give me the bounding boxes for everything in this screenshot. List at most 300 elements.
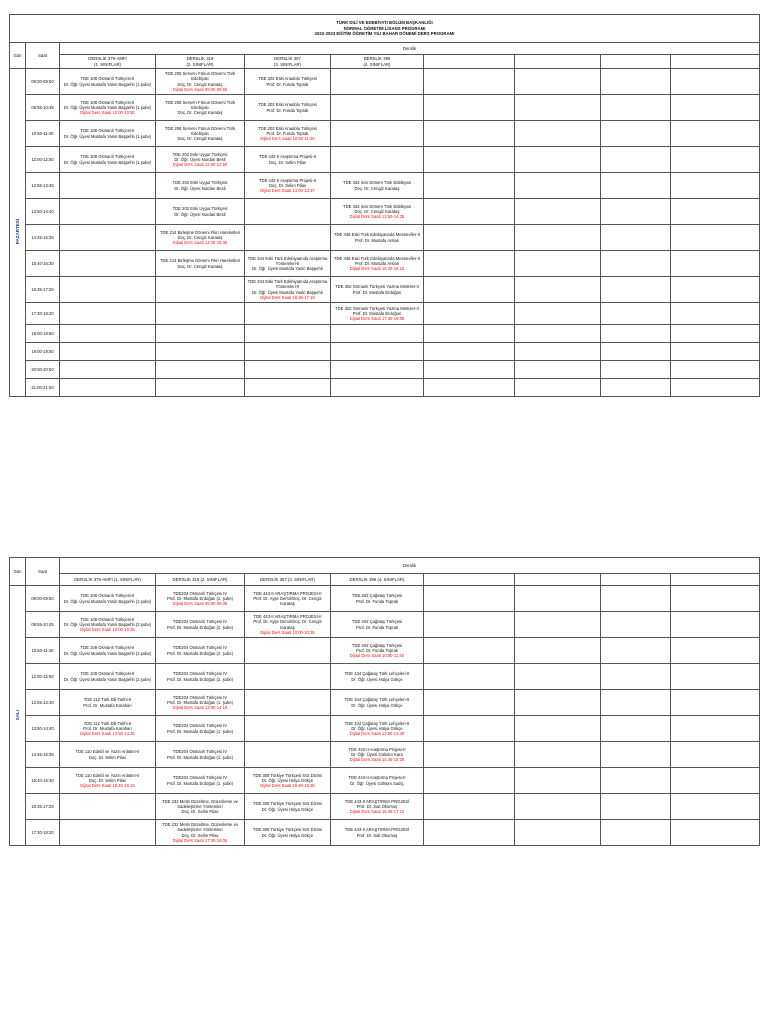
course-line: Dr. Öğr. Üyesi Mustafa Yasin Başpehlı <box>252 289 323 295</box>
course-line: TDE 202 Eski Uygur Türkçesi <box>172 206 228 212</box>
course-cell <box>60 379 156 397</box>
course-cell <box>156 820 245 846</box>
digital-hour-note: Dijital Ders Saati 10:50-11:40 <box>349 653 405 659</box>
course-cell <box>245 225 331 251</box>
course-cell <box>671 69 760 95</box>
course-line: TDE 112 Türk Dili Tarihi-II <box>83 720 132 726</box>
course-line: Doç. Dr. Selim Pilav <box>269 159 306 165</box>
course-cell <box>60 277 156 303</box>
course-line: Dr. Öğr. Üyesi Mustafa Yasin Başpehlı (1.şube) <box>63 133 152 139</box>
course-cell <box>245 277 331 303</box>
course-cell <box>156 716 245 742</box>
course-cell <box>331 361 424 379</box>
digital-hour-note: Dijital Ders Saati 16:35-17:10 <box>349 809 405 815</box>
time-slot: 09:00-09:50 <box>26 69 60 95</box>
time-slot: 19:00-19:50 <box>26 343 60 361</box>
course-line: Prof. Dr. Mustafa Karahan <box>83 702 132 708</box>
course-cell <box>60 638 156 664</box>
course-line: TDE204 Osmanlı Türkçesi IV <box>172 749 228 755</box>
room-header <box>156 574 245 586</box>
time-slot: 13:50-14:40 <box>26 716 60 742</box>
course-cell <box>245 121 331 147</box>
course-cell <box>245 664 331 690</box>
course-cell <box>424 147 515 173</box>
course-line: TDE204 Osmanlı Türkçesi IV <box>172 694 228 700</box>
time-slot: 18:00-18:50 <box>26 325 60 343</box>
course-line: TDE204 Osmanlı Türkçesi IV <box>172 590 228 596</box>
course-cell <box>601 343 671 361</box>
course-line: Dr. Öğr. Üyesi Mustafa Yasin Başpehlı (2.şube) <box>63 621 152 627</box>
digital-hour-note: Dijital Ders Saati 13:50-14:40 <box>349 731 405 737</box>
course-cell <box>601 768 671 794</box>
gun-header: Gün <box>10 43 26 69</box>
course-cell <box>601 716 671 742</box>
course-line: TDE 344 Eski Türk Edebiyatında Araştırma <box>247 255 328 261</box>
saat-header: Saat <box>26 43 60 69</box>
course-line: TDE 402 Osmanlı Türkçesi Yazma Metinler-II <box>335 305 419 311</box>
course-cell <box>515 716 601 742</box>
course-cell <box>515 173 601 199</box>
digital-hour-note: Dijital Ders Saati 10:00-10:35 <box>80 627 135 633</box>
course-cell <box>601 664 671 690</box>
course-cell <box>245 716 331 742</box>
course-cell <box>671 768 760 794</box>
course-cell <box>245 69 331 95</box>
course-cell <box>601 147 671 173</box>
course-line: Doç. Dr. Selim Pilav <box>181 809 219 815</box>
course-line: TDE 446 Eski Türk Edebiyatında Mesnevîler-II <box>333 232 421 238</box>
course-cell <box>671 361 760 379</box>
course-line: Dr. Öğr. Üyesi Mustafa Yasin Başpehlı (2.şube) <box>63 650 152 656</box>
course-cell <box>515 586 601 612</box>
course-line: TDE 108 Osmanlı Türkçesi-II <box>80 593 135 599</box>
course-cell <box>424 69 515 95</box>
course-line: Dr. Öğr. Üyesi Mustafa Yasin Başpehlı <box>252 266 323 272</box>
table-row <box>10 303 760 325</box>
title-line: TÜRK DİLİ VE EDEBİYATI BÖLÜM BAŞKANLIĞI <box>336 20 433 26</box>
digital-hour-note: Dijital Ders Saati 14:45-15:20 <box>349 757 405 763</box>
table-row <box>10 361 760 379</box>
course-cell <box>671 664 760 690</box>
course-cell <box>245 638 331 664</box>
course-line: Doç. Dr. Cengiz Karataş <box>177 136 223 142</box>
course-line: Doç. Dr. Cengiz Karataş <box>177 81 223 87</box>
course-cell <box>60 690 156 716</box>
room-header-line: DERSLİK 367 <box>274 56 301 62</box>
course-cell <box>424 95 515 121</box>
room-header-line: DERSLİK 379-AMFİ (1. SINIFLAR) <box>74 576 141 582</box>
course-cell <box>671 199 760 225</box>
course-cell <box>424 199 515 225</box>
course-line: Dr. Öğr. Üyesi Nurdan Besli <box>174 156 226 162</box>
course-cell <box>424 121 515 147</box>
course-cell <box>424 742 515 768</box>
course-cell <box>515 95 601 121</box>
course-line: TDE 308 Türkiye Türkçesi Söz Dizimi <box>252 827 323 833</box>
course-cell <box>331 147 424 173</box>
course-cell <box>515 664 601 690</box>
course-cell <box>156 325 245 343</box>
course-cell <box>671 742 760 768</box>
course-cell <box>156 251 245 277</box>
course-cell <box>671 716 760 742</box>
course-line: TDE 110 Edebî ve Yazılı Anlatım-II <box>75 749 140 755</box>
course-cell <box>60 716 156 742</box>
course-line: TDE 110 Edebî ve Yazılı Anlatım-II <box>75 772 140 778</box>
course-cell <box>601 69 671 95</box>
course-line: Dr. Öğr. Üyesi Hülya Gökçe <box>261 806 314 812</box>
course-cell <box>331 251 424 277</box>
course-cell <box>245 147 331 173</box>
course-line: TDE 202 Eski Anadolu Türkçesi <box>258 102 317 108</box>
course-cell <box>156 768 245 794</box>
course-line: TDE 434 Çağatay Türk Lehçeleri-II <box>344 697 410 703</box>
course-cell <box>60 69 156 95</box>
table-row <box>10 199 760 225</box>
room-header <box>245 574 331 586</box>
course-cell <box>60 251 156 277</box>
room-header <box>424 55 515 69</box>
course-cell <box>245 586 331 612</box>
derslik-header: Derslik <box>60 558 760 574</box>
table-row <box>10 343 760 361</box>
course-cell <box>424 225 515 251</box>
time-slot: 17:30-18:20 <box>26 303 60 325</box>
course-cell <box>671 586 760 612</box>
time-slot: 12:55-13:45 <box>26 173 60 199</box>
course-cell <box>601 638 671 664</box>
digital-hour-note: Dijital Ders Saati 13:00-13:37 <box>260 188 315 194</box>
time-slot: 16:35-17:25 <box>26 277 60 303</box>
course-line: Prof. Dr. Mustafa Erdoğan (1. şube) <box>166 780 234 786</box>
course-cell <box>331 199 424 225</box>
table-row <box>10 716 760 742</box>
course-cell <box>245 343 331 361</box>
digital-hour-note: Dijital Ders Saati 09:00-09:35 <box>172 601 228 607</box>
time-slot: 10:50-11:40 <box>26 638 60 664</box>
course-line: Edebiyatı <box>191 76 209 82</box>
course-cell <box>156 361 245 379</box>
course-line: TDE 202 Eski Anadolu Türkçesi <box>258 125 317 131</box>
course-cell <box>156 794 245 820</box>
course-line: TDE 344 Eski Türk Edebiyatında Araştırma <box>247 279 328 285</box>
time-slot: 15:40-16:30 <box>26 768 60 794</box>
course-cell <box>156 586 245 612</box>
day-label <box>10 586 26 846</box>
course-line: Yöntemleri-II <box>275 260 300 266</box>
course-cell <box>245 361 331 379</box>
course-cell <box>515 379 601 397</box>
course-cell <box>60 225 156 251</box>
course-line: Dr. Öğr. Üyesi Hülya Gökçe <box>261 777 314 783</box>
time-slot: 16:35-17:25 <box>26 794 60 820</box>
course-cell <box>515 69 601 95</box>
course-cell <box>245 251 331 277</box>
course-cell <box>671 325 760 343</box>
course-cell <box>331 225 424 251</box>
course-line: TDE 108 Osmanlı Türkçesi-II <box>80 128 135 134</box>
course-cell <box>156 173 245 199</box>
course-cell <box>671 794 760 820</box>
course-line: TDE 443-II ARAŞTIRMA PROJESİ-II <box>253 614 322 620</box>
saat-header: Saat <box>26 558 60 586</box>
room-header-line: DERSLİK 367 (3. SINIFLAR) <box>260 576 315 582</box>
course-cell <box>601 361 671 379</box>
derslik-header-row <box>10 43 760 55</box>
course-line: TDE 214 Birleşme Dönemi Fikri Hareketleri <box>159 258 241 264</box>
course-line: TDE 108 Osmanlı Türkçesi-II <box>80 616 135 622</box>
time-slot: 14:45-15:35 <box>26 742 60 768</box>
time-slot: 10:50-11:40 <box>26 121 60 147</box>
course-cell <box>515 820 601 846</box>
course-line: Dr. Öğr. Üyesi Hülya Gökçe <box>351 702 403 708</box>
course-line: TDE 402 Çağatay Türkçesi <box>351 642 403 648</box>
course-cell <box>601 277 671 303</box>
digital-hour-note: Dijital Ders Saati 15:40-16:15 <box>349 266 405 272</box>
course-cell <box>331 768 424 794</box>
course-cell <box>331 586 424 612</box>
room-header <box>601 574 671 586</box>
title-line: NORMAL ÖĞRETİM LİSANS PROGRAMI <box>343 25 426 31</box>
course-line: TDE 206 Servet-i Fünun Dönemi Türk <box>164 71 236 77</box>
course-cell <box>671 251 760 277</box>
course-line: TDE 434 Son Dönem Türk Edebiyatı <box>343 203 411 209</box>
room-header <box>331 55 424 69</box>
table-row <box>10 121 760 147</box>
course-cell <box>331 121 424 147</box>
room-header-line: (2. SINIFLAR) <box>186 61 214 67</box>
course-cell <box>331 95 424 121</box>
course-line: TDE 434 Çağatay Türk Lehçeleri-II <box>344 720 410 726</box>
table-row <box>10 95 760 121</box>
room-header <box>671 55 760 69</box>
course-cell <box>515 742 601 768</box>
course-line: TDE 202 Eski Uygur Türkçesi <box>172 180 228 186</box>
table-row <box>10 586 760 612</box>
course-cell <box>156 69 245 95</box>
course-cell <box>60 173 156 199</box>
course-cell <box>424 277 515 303</box>
course-cell <box>671 95 760 121</box>
course-line: TDE 446 Eski Türk Edebiyatında Mesnevîler-II <box>333 255 421 261</box>
course-cell <box>515 343 601 361</box>
course-line: Prof. Dr. Sait Okumuş <box>356 832 398 838</box>
course-line: Prof. Dr. Mustafa Erdoğan (1. şube) <box>166 754 234 760</box>
course-line: Prof. Dr. Mustafa Erdoğan (2. şube) <box>166 624 234 630</box>
course-line: Yöntemleri-II <box>275 284 300 290</box>
course-cell <box>331 794 424 820</box>
course-cell <box>601 612 671 638</box>
course-cell <box>245 173 331 199</box>
course-line: Prof. Dr. Mustafa Erdoğan (1. şube) <box>166 699 234 705</box>
course-cell <box>424 173 515 199</box>
course-line: TDE 108 Osmanlı Türkçesi-II <box>80 671 135 677</box>
course-line: TDE 434 Çağatay Türk Lehçeleri-II <box>344 671 410 677</box>
course-cell <box>156 277 245 303</box>
title-line: 2022-2023 EĞİTİM ÖĞRETİM YILI BAHAR DÖNEMİ DERS PROGRAMI <box>314 31 455 37</box>
course-cell <box>424 690 515 716</box>
course-cell <box>671 820 760 846</box>
course-line: Prof. Dr. Ayşe Demir/Doç. Dr. Cengiz Karataş <box>253 619 322 630</box>
course-cell <box>515 251 601 277</box>
course-cell <box>60 768 156 794</box>
course-line: Dr. Öğr. Üyesi Mustafa Yasin Başpehlı (2.şube) <box>63 676 152 682</box>
course-cell <box>424 664 515 690</box>
course-line: Doç. Dr. Selim Pilav <box>269 182 306 188</box>
time-slot: 17:30-18:20 <box>26 820 60 846</box>
course-line: TDE204 Osmanlı Türkçesi IV <box>172 671 228 677</box>
course-cell <box>671 173 760 199</box>
course-line: Prof. Dr. Funda Toprak <box>355 624 399 630</box>
course-cell <box>60 303 156 325</box>
table-row <box>10 690 760 716</box>
table-row <box>10 612 760 638</box>
course-line: Doç. Dr. Cengiz Karataş <box>354 185 400 191</box>
course-cell <box>245 612 331 638</box>
time-slot: 12:00-12:50 <box>26 147 60 173</box>
course-line: TDE204 Osmanlı Türkçesi IV <box>172 645 228 651</box>
course-line: Prof. Dr. Mustafa Erdoğan <box>352 310 402 316</box>
course-line: TDE 434 Son Dönem Türk Edebiyatı <box>343 180 411 186</box>
course-cell <box>671 379 760 397</box>
time-slot: 12:55-13:45 <box>26 690 60 716</box>
course-line: Prof. Dr. Ayşe Demir/Doç. Dr. Cengiz Karataş <box>253 595 322 607</box>
course-cell <box>331 277 424 303</box>
course-cell <box>156 638 245 664</box>
course-cell <box>331 303 424 325</box>
course-line: TDE 112 Türk Dili Tarihi-II <box>83 697 132 703</box>
course-cell <box>331 690 424 716</box>
gun-header: Gün <box>10 558 26 586</box>
course-line: TDE 202 Eski Uygur Türkçesi <box>172 151 228 157</box>
course-cell <box>156 147 245 173</box>
course-cell <box>245 199 331 225</box>
course-cell <box>331 638 424 664</box>
day-label <box>10 69 26 397</box>
course-cell <box>331 379 424 397</box>
course-line: Doç. Dr. Cengiz Karataş <box>177 110 223 116</box>
course-cell <box>601 379 671 397</box>
course-line: TDE204 Osmanlı Türkçesi IV <box>172 619 228 625</box>
day-name: SALI <box>14 709 20 721</box>
course-cell <box>331 820 424 846</box>
course-line: Dr. Öğr. Üyesi Nurdan Besli <box>174 211 226 217</box>
course-cell <box>424 612 515 638</box>
course-cell <box>331 173 424 199</box>
digital-hour-note: Dijital Ders Saati 15:40-16:15 <box>80 783 135 789</box>
table-row <box>10 742 760 768</box>
course-cell <box>671 638 760 664</box>
course-cell <box>424 768 515 794</box>
course-cell <box>515 361 601 379</box>
course-cell <box>601 303 671 325</box>
course-line: TDE 442-II Araştırma Projesi-II <box>258 154 316 160</box>
time-slot: 09:55-10:45 <box>26 95 60 121</box>
course-line: TDE 108 Osmanlı Türkçesi-II <box>80 76 135 82</box>
room-header <box>60 574 156 586</box>
course-cell <box>601 820 671 846</box>
course-cell <box>424 794 515 820</box>
course-cell <box>156 121 245 147</box>
course-cell <box>245 379 331 397</box>
course-cell <box>671 225 760 251</box>
course-cell <box>515 121 601 147</box>
course-line: Doç. Dr. Cengiz Karataş <box>177 234 223 240</box>
course-cell <box>245 768 331 794</box>
course-cell <box>331 69 424 95</box>
course-line: Prof. Dr. Mustafa Erdoğan (2. şube) <box>166 650 234 656</box>
time-slot: 20:00-20:50 <box>26 361 60 379</box>
course-cell <box>245 742 331 768</box>
course-line: TDE 202 Eski Anadolu Türkçesi <box>258 76 317 82</box>
course-line: Prof. Dr. Funda Toprak <box>355 647 399 653</box>
room-header-line: (4. SINIFLAR) <box>363 61 391 67</box>
course-line: TDE 308 Türkiye Türkçesi Söz Dizimi <box>252 772 323 778</box>
table-row <box>10 325 760 343</box>
course-line: Prof. Dr. Mustafa Arslan <box>354 237 400 243</box>
course-cell <box>331 612 424 638</box>
course-cell <box>515 225 601 251</box>
time-slot: 21:00-21:50 <box>26 379 60 397</box>
course-cell <box>245 820 331 846</box>
course-line: TDE 214 Birleşme Dönemi Fikri Hareketleri <box>159 229 241 235</box>
schedule-table-monday <box>9 14 760 397</box>
course-line: Prof. Dr. Mustafa Erdoğan (2. şube) <box>166 595 234 601</box>
course-line: TDE 232 Metin Düzeltme, Düzenleme ve <box>162 822 238 828</box>
digital-hour-note: Dijital Ders Saati 09:00-09:50 <box>172 86 228 92</box>
course-cell <box>245 303 331 325</box>
room-header-line: DERSLİK 319 <box>186 56 214 62</box>
course-line: TDE 402 Çağatay Türkçesi <box>351 593 403 599</box>
table-row <box>10 768 760 794</box>
course-line: Sadeleştirme Yöntemleri <box>177 803 223 809</box>
room-header <box>515 55 601 69</box>
course-line: TDE 443-II Araştırma Projesi-II <box>348 775 406 781</box>
course-cell <box>156 199 245 225</box>
room-header-line: (1. SINIFLAR) <box>94 61 121 67</box>
course-cell <box>60 794 156 820</box>
table-row <box>10 69 760 95</box>
digital-hour-note: Dijital Ders Saati 16:35-17:10 <box>260 294 315 300</box>
course-line: Dr. Öğr. Üyesi Nurdan Besli <box>174 185 226 191</box>
room-header-row <box>10 55 760 69</box>
course-line: Doç. Dr. Cengiz Karataş <box>354 208 400 214</box>
course-cell <box>424 820 515 846</box>
digital-hour-note: Dijital Ders Saati 13:50-14:25 <box>80 731 135 737</box>
course-line: TDE204 Osmanlı Türkçesi IV <box>172 775 228 781</box>
course-cell <box>601 325 671 343</box>
course-cell <box>60 325 156 343</box>
course-line: Prof. Dr. Funda Toprak <box>266 81 309 87</box>
table-row <box>10 225 760 251</box>
table-row <box>10 277 760 303</box>
course-line: Prof. Dr. Mustafa Erdoğan <box>352 289 402 295</box>
course-line: TDE 402 Osmanlı Türkçesi Yazma Metinler-II <box>335 284 419 290</box>
course-line: Edebiyatı <box>191 130 209 136</box>
room-header <box>60 55 156 69</box>
course-cell <box>601 121 671 147</box>
course-cell <box>671 612 760 638</box>
course-line: TDE 443-II Araştırma Projesi-II <box>348 746 406 752</box>
course-cell <box>331 343 424 361</box>
table-row <box>10 147 760 173</box>
course-cell <box>424 638 515 664</box>
derslik-header-row <box>10 558 760 574</box>
course-cell <box>515 147 601 173</box>
course-cell <box>601 794 671 820</box>
course-cell <box>331 742 424 768</box>
course-cell <box>515 690 601 716</box>
